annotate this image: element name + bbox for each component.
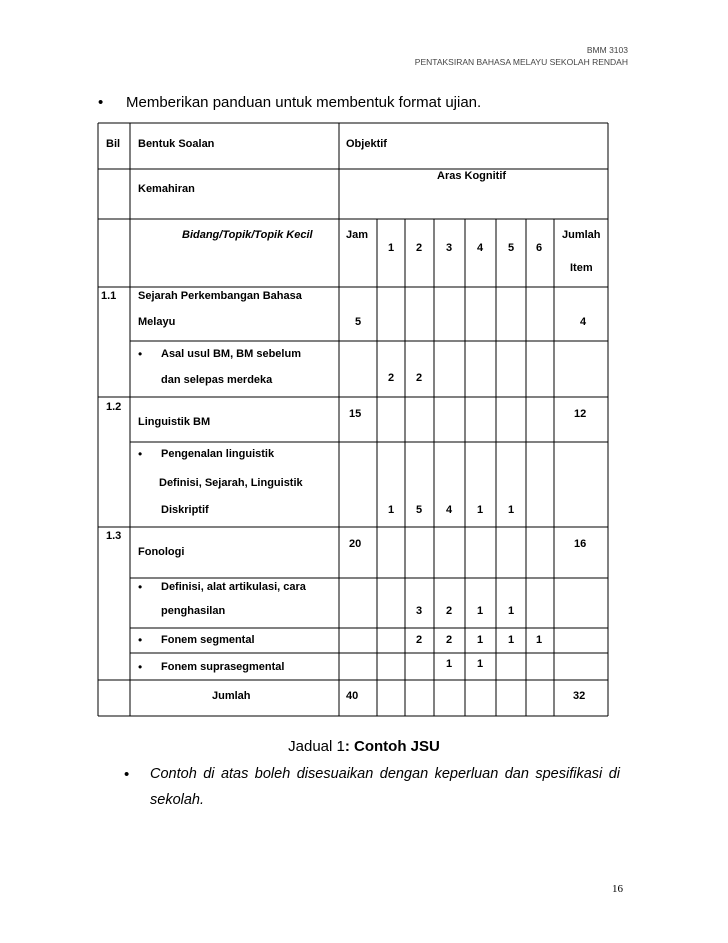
- cell-definisi-level2: 3: [416, 605, 423, 617]
- cell-pengenalan-level5: 1: [508, 504, 515, 516]
- topic-1-2: Linguistik BM: [138, 416, 211, 428]
- header-course-code: BMM 3103: [586, 45, 628, 55]
- bil-1-2: 1.2: [106, 401, 122, 413]
- jumlah-header: Jumlah: [562, 229, 601, 241]
- bil-1-1: 1.1: [101, 290, 117, 302]
- cell-pengenalan-level4: 1: [477, 504, 484, 516]
- cell-pengenalan-level2: 5: [416, 504, 423, 516]
- jam-1-2: 15: [349, 408, 362, 420]
- bil-1-3: 1.3: [106, 530, 122, 542]
- total-item: 32: [573, 690, 586, 702]
- subtopic-definisi-line2: penghasilan: [161, 605, 226, 617]
- level-4-header: 4: [477, 242, 484, 254]
- cell-definisi-level4: 1: [477, 605, 484, 617]
- note-line2: sekolah.: [150, 792, 205, 808]
- cell-pengenalan-level1: 1: [388, 504, 395, 516]
- cell-asal-usul-level1: 2: [388, 372, 395, 384]
- level-5-header: 5: [508, 242, 515, 254]
- subtopic-fonem-segmental: Fonem segmental: [161, 634, 255, 646]
- subtopic-fonem-suprasegmental: Fonem suprasegmental: [161, 661, 285, 673]
- col-bentuk-header: Bentuk Soalan: [138, 138, 215, 150]
- col-bil-header: Bil: [106, 138, 121, 150]
- topic-1-1-line1: Sejarah Perkembangan Bahasa: [138, 290, 302, 302]
- cell-suprasegmental-level4: 1: [477, 658, 484, 670]
- note-line1: Contoh di atas boleh disesuaikan dengan keperluan dan spesifikasi di: [150, 766, 620, 782]
- total-jam: 40: [346, 690, 359, 702]
- cell-segmental-level3: 2: [446, 634, 453, 646]
- bullet-icon: •: [138, 660, 143, 674]
- subtopic-definisi-line1: Definisi, alat artikulasi, cara: [161, 581, 306, 593]
- cell-definisi-level5: 1: [508, 605, 515, 617]
- intro-bullet-text: Memberikan panduan untuk membentuk format ujian.: [126, 94, 482, 111]
- topic-1-1-line2: Melayu: [138, 316, 176, 328]
- cell-suprasegmental-level3: 1: [446, 658, 453, 670]
- bidang-header: Bidang/Topik/Topik Kecil: [182, 229, 313, 241]
- jam-1-1: 5: [355, 316, 362, 328]
- bullet-icon: •: [138, 633, 143, 647]
- topic-1-3: Fonologi: [138, 546, 185, 558]
- col-objektif-header: Objektif: [346, 138, 387, 150]
- cell-pengenalan-level3: 4: [446, 504, 453, 516]
- cell-definisi-level3: 2: [446, 605, 453, 617]
- table-caption: [0, 738, 728, 755]
- level-6-header: 6: [536, 242, 543, 254]
- bullet-icon: •: [138, 347, 143, 361]
- aras-kognitif-header: Aras Kognitif: [437, 170, 507, 182]
- bullet-icon: •: [124, 766, 130, 783]
- caption-title: : Contoh JSU: [344, 738, 440, 755]
- jam-header: Jam: [346, 229, 369, 241]
- jumlah-1-3: 16: [574, 538, 587, 550]
- subtopic-asal-usul-line2: dan selepas merdeka: [161, 374, 273, 386]
- subtopic-pengenalan-line1: Pengenalan linguistik: [161, 448, 275, 460]
- bullet-icon: •: [138, 447, 143, 461]
- jumlah-1-1: 4: [580, 316, 587, 328]
- cell-asal-usul-level2: 2: [416, 372, 423, 384]
- jumlah-1-2: 12: [574, 408, 587, 420]
- subtopic-asal-usul-line1: Asal usul BM, BM sebelum: [161, 348, 301, 360]
- level-1-header: 1: [388, 242, 395, 254]
- page-number: 16: [612, 883, 623, 895]
- subtopic-pengenalan-line3: Diskriptif: [161, 504, 209, 516]
- item-header: Item: [570, 262, 593, 274]
- level-3-header: 3: [446, 242, 453, 254]
- bullet-icon: •: [98, 94, 104, 111]
- subtopic-pengenalan-line2: Definisi, Sejarah, Linguistik: [159, 477, 303, 489]
- total-label: Jumlah: [212, 690, 251, 702]
- cell-segmental-level5: 1: [508, 634, 515, 646]
- jam-1-3: 20: [349, 538, 362, 550]
- kemahiran-header: Kemahiran: [138, 183, 195, 195]
- bullet-icon: •: [138, 580, 143, 594]
- header-course-title: PENTAKSIRAN BAHASA MELAYU SEKOLAH RENDAH: [414, 57, 628, 67]
- cell-segmental-level6: 1: [536, 634, 543, 646]
- caption-prefix: Jadual 1: [288, 738, 345, 755]
- intro-bullet: [98, 94, 481, 111]
- level-2-header: 2: [416, 242, 423, 254]
- cell-segmental-level4: 1: [477, 634, 484, 646]
- cell-segmental-level2: 2: [416, 634, 423, 646]
